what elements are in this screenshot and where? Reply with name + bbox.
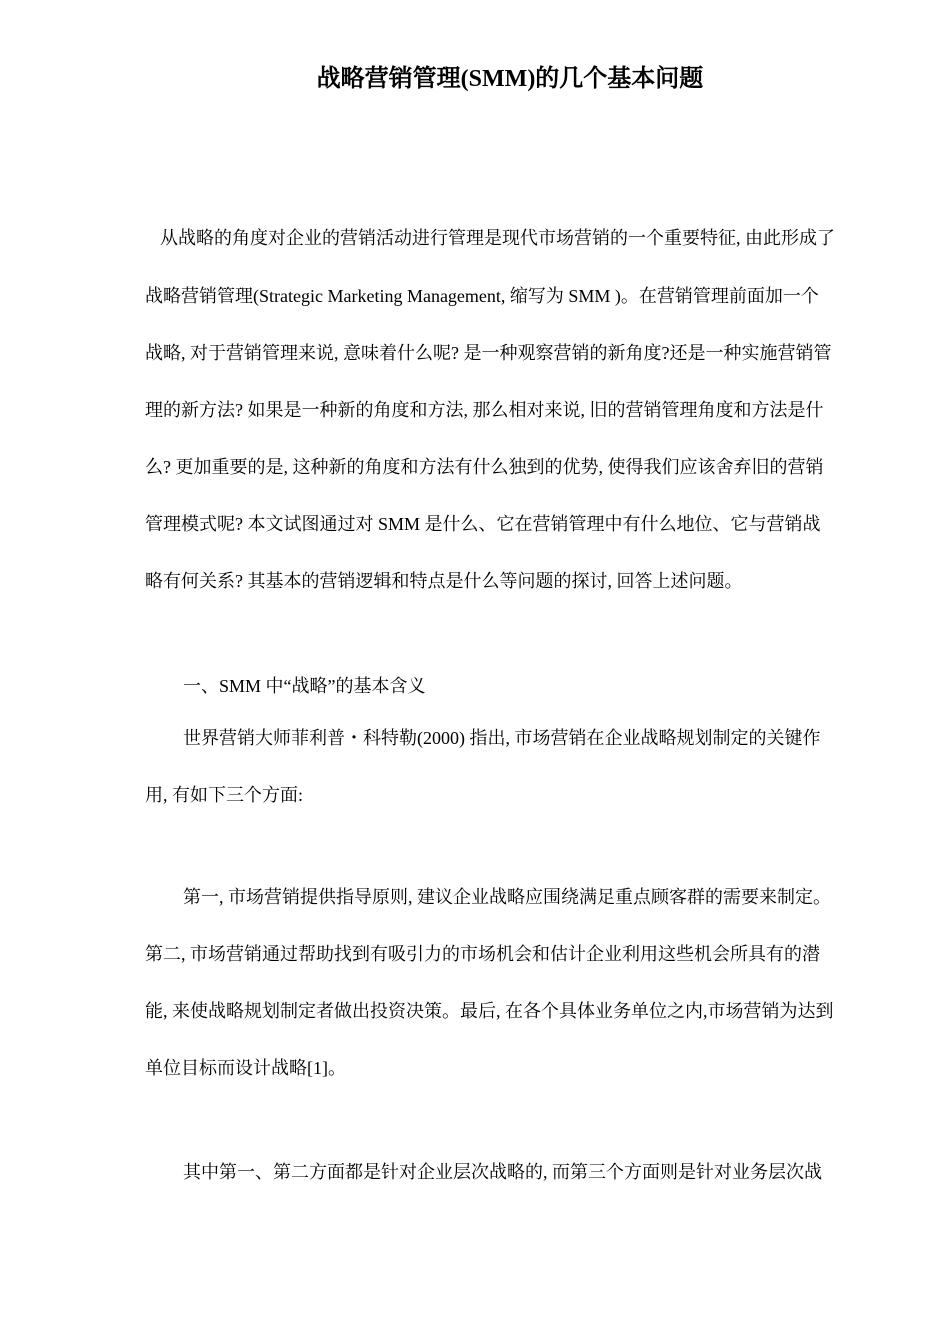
paragraph-line: 能, 来使战略规划制定者做出投资决策。最后, 在各个具体业务单位之内,市场营销为达到 [145, 1001, 834, 1021]
paragraph-line: 战略, 对于营销管理来说, 意味着什么呢? 是一种观察营销的新角度?还是一种实施营销管 [145, 343, 832, 363]
section-heading: 一、SMM 中“战略”的基本含义 [183, 676, 426, 696]
paragraph-line: 世界营销大师菲利普・科特勒(2000) 指出, 市场营销在企业战略规划制定的关键作 [183, 728, 821, 748]
paragraph-line: 管理模式呢? 本文试图通过对 SMM 是什么、它在营销管理中有什么地位、它与营销战 [145, 514, 821, 534]
document-title: 战略营销管理(SMM)的几个基本问题 [316, 66, 704, 92]
paragraph-line: 略有何关系? 其基本的营销逻辑和特点是什么等问题的探讨, 回答上述问题。 [145, 571, 743, 591]
paragraph-line: 第一, 市场营销提供指导原则, 建议企业战略应围绕满足重点顾客群的需要来制定。 [183, 887, 831, 907]
paragraph-line: 理的新方法? 如果是一种新的角度和方法, 那么相对来说, 旧的营销管理角度和方法是什 [145, 400, 824, 420]
paragraph-line: 其中第一、第二方面都是针对企业层次战略的, 而第三个方面则是针对业务层次战 [183, 1162, 822, 1182]
paragraph-line: 第二, 市场营销通过帮助找到有吸引力的市场机会和估计企业利用这些机会所具有的潜 [145, 944, 820, 964]
paragraph-line: 用, 有如下三个方面: [145, 785, 304, 805]
paragraph-line: 战略营销管理(Strategic Marketing Management, 缩写为 SMM )。在营销管理前面加一个 [145, 286, 819, 306]
paragraph-line: 从战略的角度对企业的营销活动进行管理是现代市场营销的一个重要特征, 由此形成了 [160, 228, 835, 248]
paragraph-line: 单位目标而设计战略[1]。 [145, 1058, 346, 1078]
paragraph-line: 么? 更加重要的是, 这种新的角度和方法有什么独到的优势, 使得我们应该舍弃旧的营销 [145, 457, 824, 477]
